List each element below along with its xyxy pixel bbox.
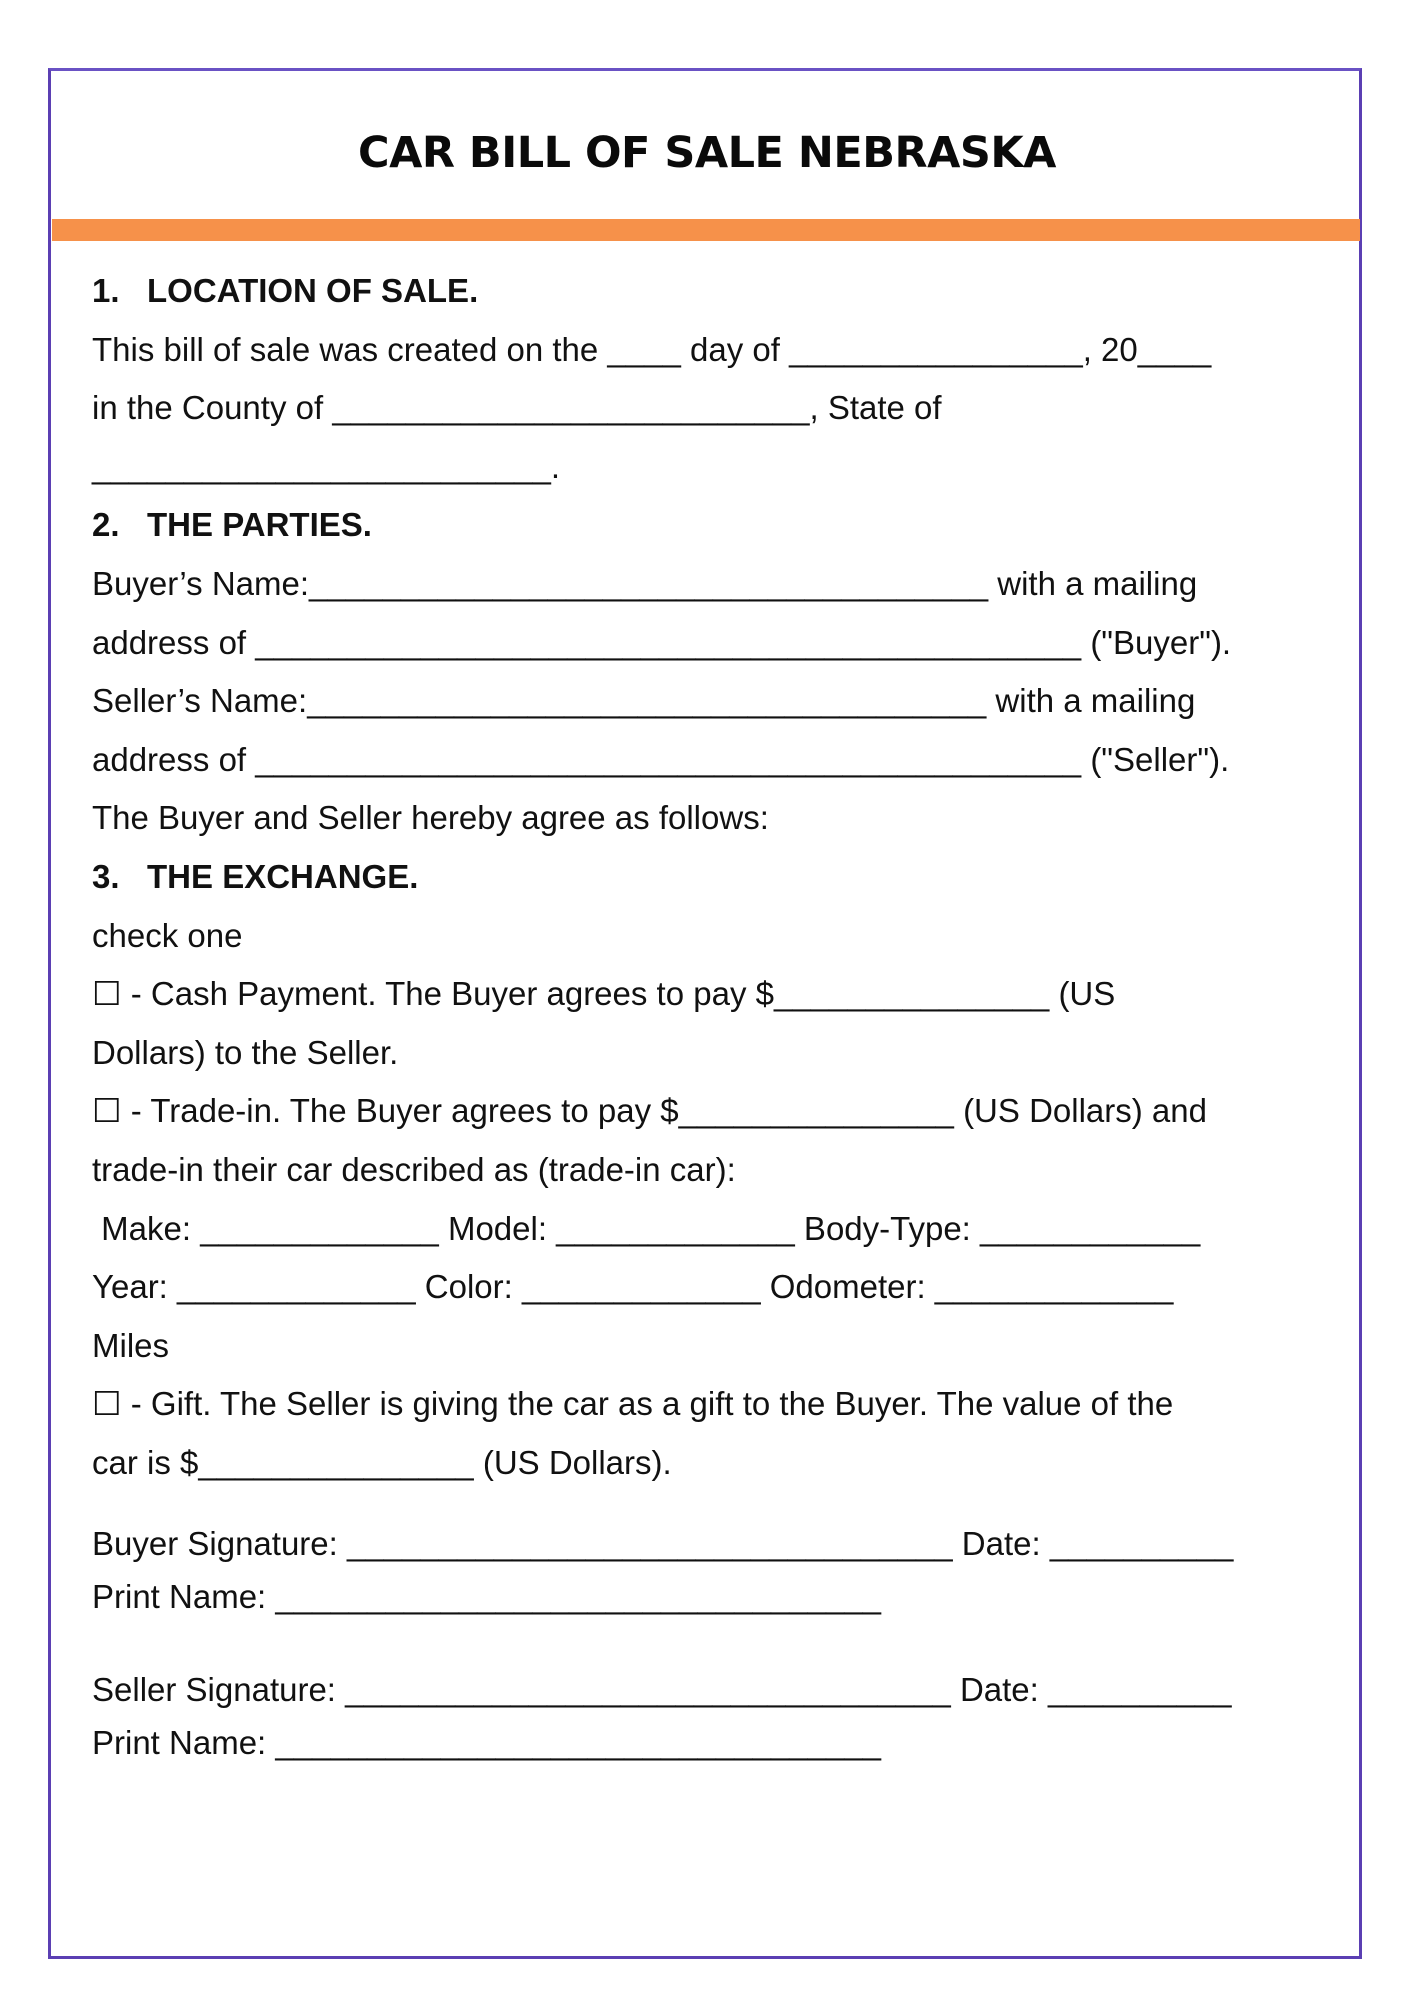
cash-payment-continued: Dollars) to the Seller. (92, 1033, 399, 1071)
gift-value-field[interactable]: car is $_______________ (US Dollars). (92, 1443, 672, 1481)
section-1-heading: 1. LOCATION OF SALE. (92, 272, 479, 309)
trade-in-make-model-fields[interactable]: Make: _____________ Model: _____________ Body-Type: ____________ (92, 1209, 1201, 1247)
seller-address-field[interactable]: address of _____________________________________________ ("Seller"). (92, 740, 1230, 778)
county-state-line[interactable]: in the County of __________________________, State of (92, 389, 942, 427)
document-body (92, 262, 1342, 1492)
trade-in-option[interactable]: ☐ - Trade-in. The Buyer agrees to pay $_______________ (US Dollars) and (92, 1092, 1207, 1130)
buyer-name-field[interactable]: Buyer’s Name:_____________________________________ with a mailing (92, 564, 1198, 602)
state-blank-line[interactable]: _________________________. (92, 447, 560, 485)
sale-date-line[interactable]: This bill of sale was created on the ____ day of ________________, 20____ (92, 330, 1212, 368)
buyer-signature-field[interactable]: Buyer Signature: _________________________________ Date: __________ (92, 1525, 1234, 1562)
section-3-heading: 3. THE EXCHANGE. (92, 857, 419, 895)
gift-option[interactable]: ☐ - Gift. The Seller is giving the car as a gift to the Buyer. The value of the (92, 1385, 1174, 1423)
trade-in-description: trade-in their car described as (trade-in car): (92, 1150, 736, 1188)
accent-divider (52, 219, 1360, 241)
cash-payment-option[interactable]: ☐ - Cash Payment. The Buyer agrees to pay $_______________ (US (92, 975, 1116, 1013)
agreement-statement: The Buyer and Seller hereby agree as follows: (92, 799, 769, 837)
odometer-unit-label: Miles (92, 1326, 170, 1364)
buyer-address-field[interactable]: address of _____________________________________________ ("Buyer"). (92, 623, 1232, 661)
seller-name-field[interactable]: Seller’s Name:_____________________________________ with a mailing (92, 682, 1196, 720)
document-title: CAR BILL OF SALE NEBRASKA (358, 128, 1056, 178)
seller-print-name-field[interactable]: Print Name: _________________________________ (92, 1724, 882, 1761)
trade-in-year-color-fields[interactable]: Year: _____________ Color: _____________ Odometer: _____________ (92, 1268, 1174, 1306)
check-one-instruction: check one (92, 916, 243, 954)
buyer-print-name-field[interactable]: Print Name: _________________________________ (92, 1578, 882, 1615)
section-2-heading: 2. THE PARTIES. (92, 506, 372, 544)
seller-signature-field[interactable]: Seller Signature: _________________________________ Date: __________ (92, 1671, 1232, 1708)
